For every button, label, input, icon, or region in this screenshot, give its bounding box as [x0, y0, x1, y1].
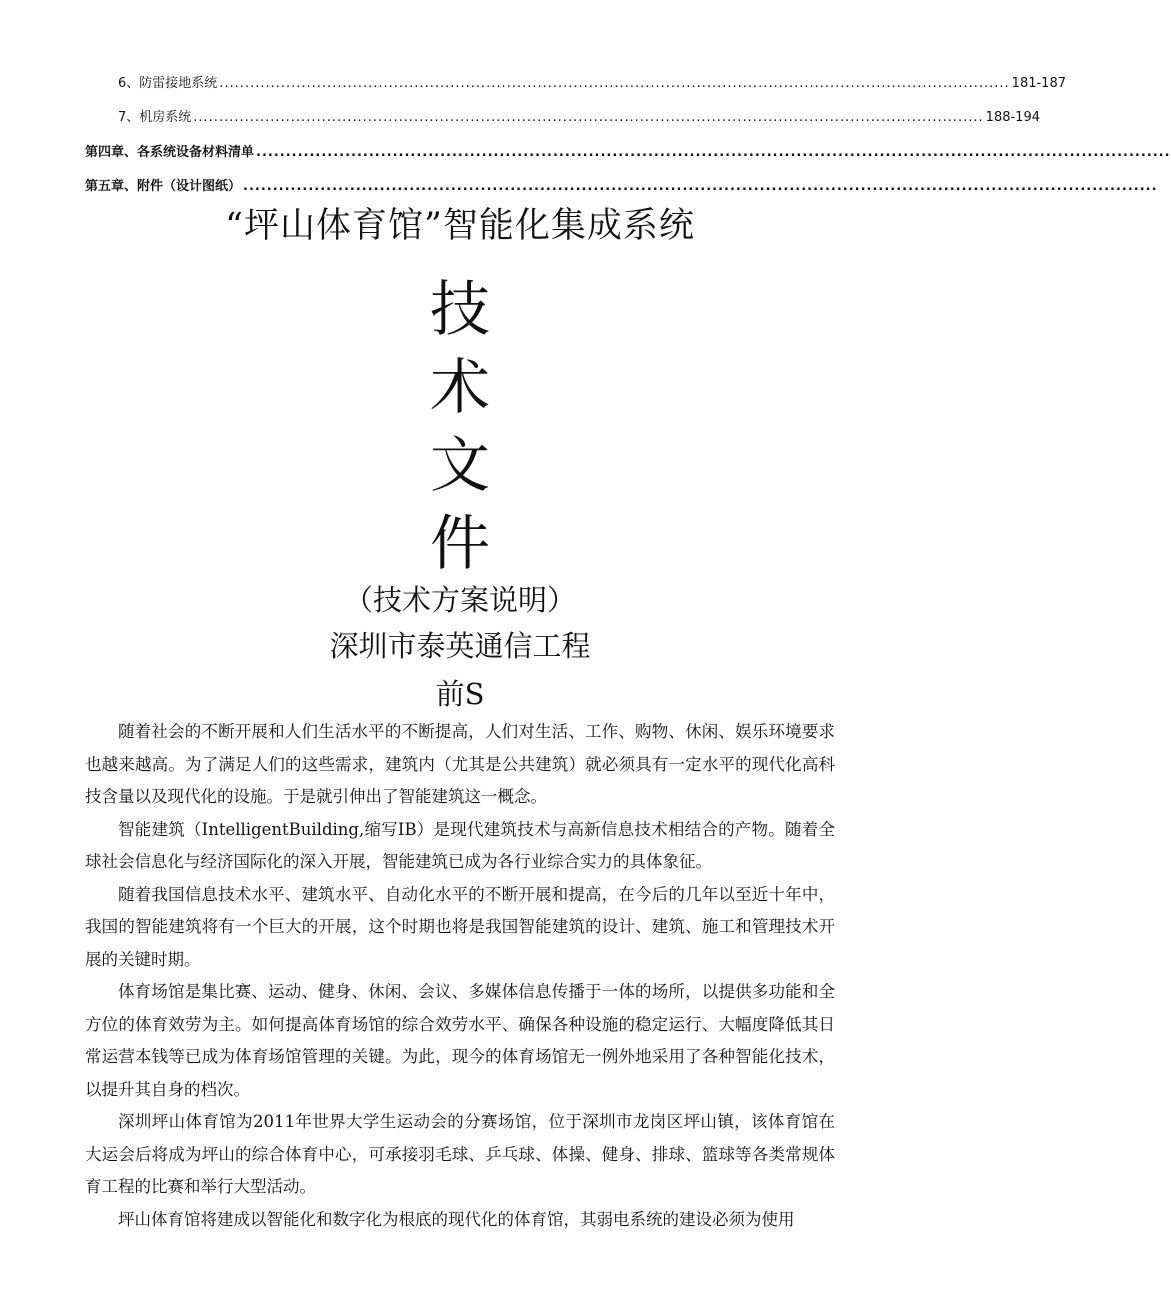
- vertical-title-char: 件: [430, 509, 490, 579]
- paragraph: 随着我国信息技术水平、建筑水平、自动化水平的不断开展和提高，在今后的几年以至近十年中，我国的智能建筑将有一个巨大的开展，这个时期也将是我国智能建筑的设计、建筑、施工和管理技术开展的关键时期。: [85, 884, 835, 969]
- paragraph: 坪山体育馆将建成以智能化和数字化为根底的现代化的体育馆，其弱电系统的建设必须为使用: [118, 1209, 795, 1229]
- toc-dot-leader: ..........................................................................................................................................................: [243, 179, 1158, 194]
- paragraph: 深圳坪山体育馆为2011年世界大学生运动会的分赛场馆，位于深圳市龙岗区坪山镇，该体育馆在大运会后将成为坪山的综合体育中心，可承接羽毛球、乒乓球、体操、健身、排球、篮球等各类常规体育工程的比赛和举行大型活动。: [85, 1112, 835, 1196]
- company-name: 深圳市泰英通信工程: [329, 629, 591, 663]
- toc-dot-leader: ..........................................................................................................................................................: [219, 76, 1010, 91]
- preface-body: [85, 716, 835, 1236]
- toc-entry-machine-room[interactable]: [118, 106, 1040, 125]
- paragraph: 体育场馆是集比赛、运动、健身、休闲、会议、多媒体信息传播于一体的场所，以提供多功能和全方位的体育效劳为主。如何提高体育场馆的综合效劳水平、确保各种设施的稳定运行、大幅度降低其日常运营本钱等已成为体育场馆管理的关键。为此，现今的体育场馆无一例外地采用了各种智能化技术，以提升其自身的档次。: [85, 982, 835, 1099]
- toc-pages: 188-194: [985, 110, 1040, 125]
- document-title: “坪山体育馆”智能化集成系统: [225, 206, 695, 246]
- subtitle: （技术方案说明）: [343, 583, 576, 617]
- toc-dot-leader: ..........................................................................................................................................................: [193, 110, 984, 125]
- vertical-title-char: 技: [430, 275, 490, 345]
- toc-entry-chapter-5[interactable]: [85, 175, 1158, 194]
- vertical-title-char: 术: [430, 353, 490, 423]
- toc-dot-leader: ..........................................................................................................................................................: [256, 145, 1171, 160]
- toc-label: 6、防雷接地系统: [118, 76, 218, 91]
- toc-label: 第四章、各系统设备材料清单: [85, 145, 255, 160]
- vertical-title-char: 文: [430, 431, 490, 501]
- toc-entry-lightning-grounding[interactable]: [118, 72, 1066, 91]
- toc-label: 7、机房系统: [118, 110, 192, 125]
- preface-heading: 前S: [435, 677, 485, 711]
- paragraph: 随着社会的不断开展和人们生活水平的不断提高，人们对生活、工作、购物、休闲、娱乐环境要求也越来越高。为了满足人们的这些需求，建筑内（尤其是公共建筑）就必须具有一定水平的现代化高科技含量以及现代化的设施。于是就引伸出了智能建筑这一概念。: [85, 722, 835, 806]
- toc-entry-chapter-4[interactable]: [85, 141, 1171, 160]
- paragraph: 智能建筑（IntelligentBuilding,缩写IB）是现代建筑技术与高新信息技术相结合的产物。随着全球社会信息化与经济国际化的深入开展，智能建筑已成为各行业综合实力的具体象征。: [85, 819, 835, 871]
- toc-label: 第五章、附件（设计图纸）: [85, 179, 242, 194]
- toc-pages: 181-187: [1011, 76, 1066, 91]
